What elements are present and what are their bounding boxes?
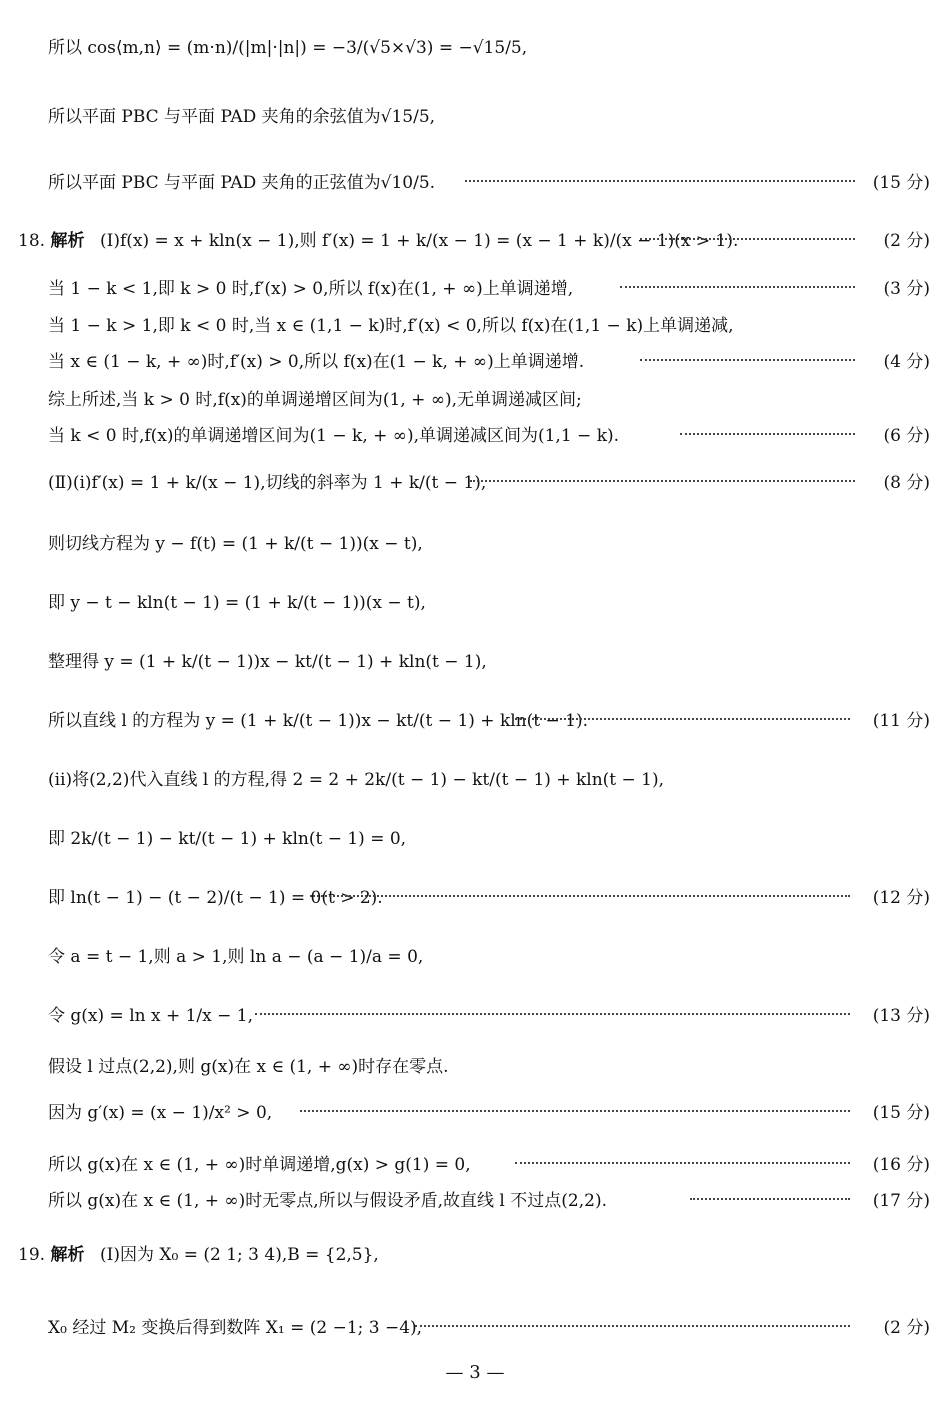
line-21 bbox=[0, 1142, 950, 1182]
line-14 bbox=[0, 757, 950, 797]
leader-dots bbox=[640, 359, 855, 361]
line-2 bbox=[0, 160, 950, 200]
line-19-text: 假设 l 过点(2,2),则 g(x)在 x ∈ (1, + ∞)时存在零点. bbox=[48, 1056, 449, 1077]
line-11 bbox=[0, 580, 950, 620]
leader-dots bbox=[620, 286, 855, 288]
question-number: 18. 解析 bbox=[18, 230, 85, 251]
line-13 bbox=[0, 698, 950, 738]
line-3 bbox=[0, 218, 950, 258]
line-17 bbox=[0, 934, 950, 974]
line-6 bbox=[0, 339, 950, 379]
score-label: (4 分) bbox=[883, 351, 930, 372]
question-number: 19. 解析 bbox=[18, 1244, 85, 1265]
line-1 bbox=[0, 94, 950, 134]
line-1-text: 所以平面 PBC 与平面 PAD 夹角的余弦值为√15/5, bbox=[48, 106, 436, 127]
line-20 bbox=[0, 1090, 950, 1130]
score-label: (11 分) bbox=[872, 710, 930, 731]
page-number: — 3 — bbox=[445, 1362, 505, 1383]
leader-dots bbox=[470, 480, 855, 482]
line-7-text: 综上所述,当 k > 0 时,f(x)的单调递增区间为(1, + ∞),无单调递减区间; bbox=[48, 389, 582, 410]
line-0 bbox=[0, 25, 950, 65]
leader-dots bbox=[415, 1325, 850, 1327]
score-label: (13 分) bbox=[872, 1005, 930, 1026]
score-label: (12 分) bbox=[872, 887, 930, 908]
line-3-text: (Ⅰ)f(x) = x + kln(x − 1),则 f′(x) = 1 + k/(x − 1) = (x − 1 + k)/(x − 1)(x > 1). bbox=[100, 230, 739, 251]
line-22-text: 所以 g(x)在 x ∈ (1, + ∞)时无零点,所以与假设矛盾,故直线 l 不过点(2,2). bbox=[48, 1190, 607, 1211]
line-5-text: 当 1 − k > 1,即 k < 0 时,当 x ∈ (1,1 − k)时,f′(x) < 0,所以 f(x)在(1,1 − k)上单调递减, bbox=[48, 315, 734, 336]
leader-dots bbox=[680, 433, 855, 435]
line-5 bbox=[0, 303, 950, 343]
line-21-text: 所以 g(x)在 x ∈ (1, + ∞)时单调递增,g(x) > g(1) = 0, bbox=[48, 1154, 471, 1175]
line-7 bbox=[0, 377, 950, 417]
score-label: (16 分) bbox=[872, 1154, 930, 1175]
section-label: 解析 bbox=[50, 1244, 85, 1265]
line-10-text: 则切线方程为 y − f(t) = (1 + k/(t − 1))(x − t), bbox=[48, 533, 423, 554]
line-12 bbox=[0, 639, 950, 679]
line-11-text: 即 y − t − kln(t − 1) = (1 + k/(t − 1))(x − t), bbox=[48, 592, 426, 613]
score-label: (17 分) bbox=[872, 1190, 930, 1211]
leader-dots bbox=[255, 1013, 850, 1015]
line-6-text: 当 x ∈ (1 − k, + ∞)时,f′(x) > 0,所以 f(x)在(1 − k, + ∞)上单调递增. bbox=[48, 351, 585, 372]
line-16-text: 即 ln(t − 1) − (t − 2)/(t − 1) = 0(t > 2). bbox=[48, 887, 383, 908]
line-13-text: 所以直线 l 的方程为 y = (1 + k/(t − 1))x − kt/(t − 1) + kln(t − 1). bbox=[48, 710, 588, 731]
score-label: (2 分) bbox=[883, 1317, 930, 1338]
score-label: (15 分) bbox=[872, 172, 930, 193]
line-16 bbox=[0, 875, 950, 915]
leader-dots bbox=[640, 238, 855, 240]
score-label: (15 分) bbox=[872, 1102, 930, 1123]
line-8-text: 当 k < 0 时,f(x)的单调递增区间为(1 − k, + ∞),单调递减区间为(1,1 − k). bbox=[48, 425, 620, 446]
score-label: (8 分) bbox=[883, 472, 930, 493]
line-24 bbox=[0, 1305, 950, 1345]
line-14-text: (ⅱ)将(2,2)代入直线 l 的方程,得 2 = 2 + 2k/(t − 1) − kt/(t − 1) + kln(t − 1), bbox=[48, 769, 665, 790]
leader-dots bbox=[515, 1162, 850, 1164]
line-17-text: 令 a = t − 1,则 a > 1,则 ln a − (a − 1)/a = 0, bbox=[48, 946, 424, 967]
line-15 bbox=[0, 816, 950, 856]
score-label: (2 分) bbox=[883, 230, 930, 251]
line-12-text: 整理得 y = (1 + k/(t − 1))x − kt/(t − 1) + kln(t − 1), bbox=[48, 651, 487, 672]
section-label: 解析 bbox=[50, 230, 85, 251]
leader-dots bbox=[300, 1110, 850, 1112]
line-0-text: 所以 cos⟨m,n⟩ = (m·n)/(|m|·|n|) = −3/(√5×√3) = −√15/5, bbox=[48, 37, 528, 58]
line-20-text: 因为 g′(x) = (x − 1)/x² > 0, bbox=[48, 1102, 273, 1123]
line-9-text: (Ⅱ)(ⅰ)f′(x) = 1 + k/(x − 1),切线的斜率为 1 + k/(t − 1), bbox=[48, 472, 487, 493]
line-18 bbox=[0, 993, 950, 1033]
line-15-text: 即 2k/(t − 1) − kt/(t − 1) + kln(t − 1) = 0, bbox=[48, 828, 407, 849]
line-23-text: (Ⅰ)因为 X₀ = (2 1; 3 4),B = {2,5}, bbox=[100, 1244, 379, 1265]
leader-dots bbox=[515, 718, 850, 720]
line-22 bbox=[0, 1178, 950, 1218]
line-19 bbox=[0, 1044, 950, 1084]
line-23 bbox=[0, 1232, 950, 1272]
line-2-text: 所以平面 PBC 与平面 PAD 夹角的正弦值为√10/5. bbox=[48, 172, 436, 193]
line-9 bbox=[0, 460, 950, 500]
line-10 bbox=[0, 521, 950, 561]
line-4 bbox=[0, 266, 950, 306]
line-24-text: X₀ 经过 M₂ 变换后得到数阵 X₁ = (2 −1; 3 −4), bbox=[48, 1317, 423, 1338]
leader-dots bbox=[310, 895, 850, 897]
score-label: (6 分) bbox=[883, 425, 930, 446]
leader-dots bbox=[465, 180, 855, 182]
line-4-text: 当 1 − k < 1,即 k > 0 时,f′(x) > 0,所以 f(x)在(1, + ∞)上单调递增, bbox=[48, 278, 574, 299]
line-8 bbox=[0, 413, 950, 453]
score-label: (3 分) bbox=[883, 278, 930, 299]
line-18-text: 令 g(x) = ln x + 1/x − 1, bbox=[48, 1005, 254, 1026]
leader-dots bbox=[690, 1198, 850, 1200]
